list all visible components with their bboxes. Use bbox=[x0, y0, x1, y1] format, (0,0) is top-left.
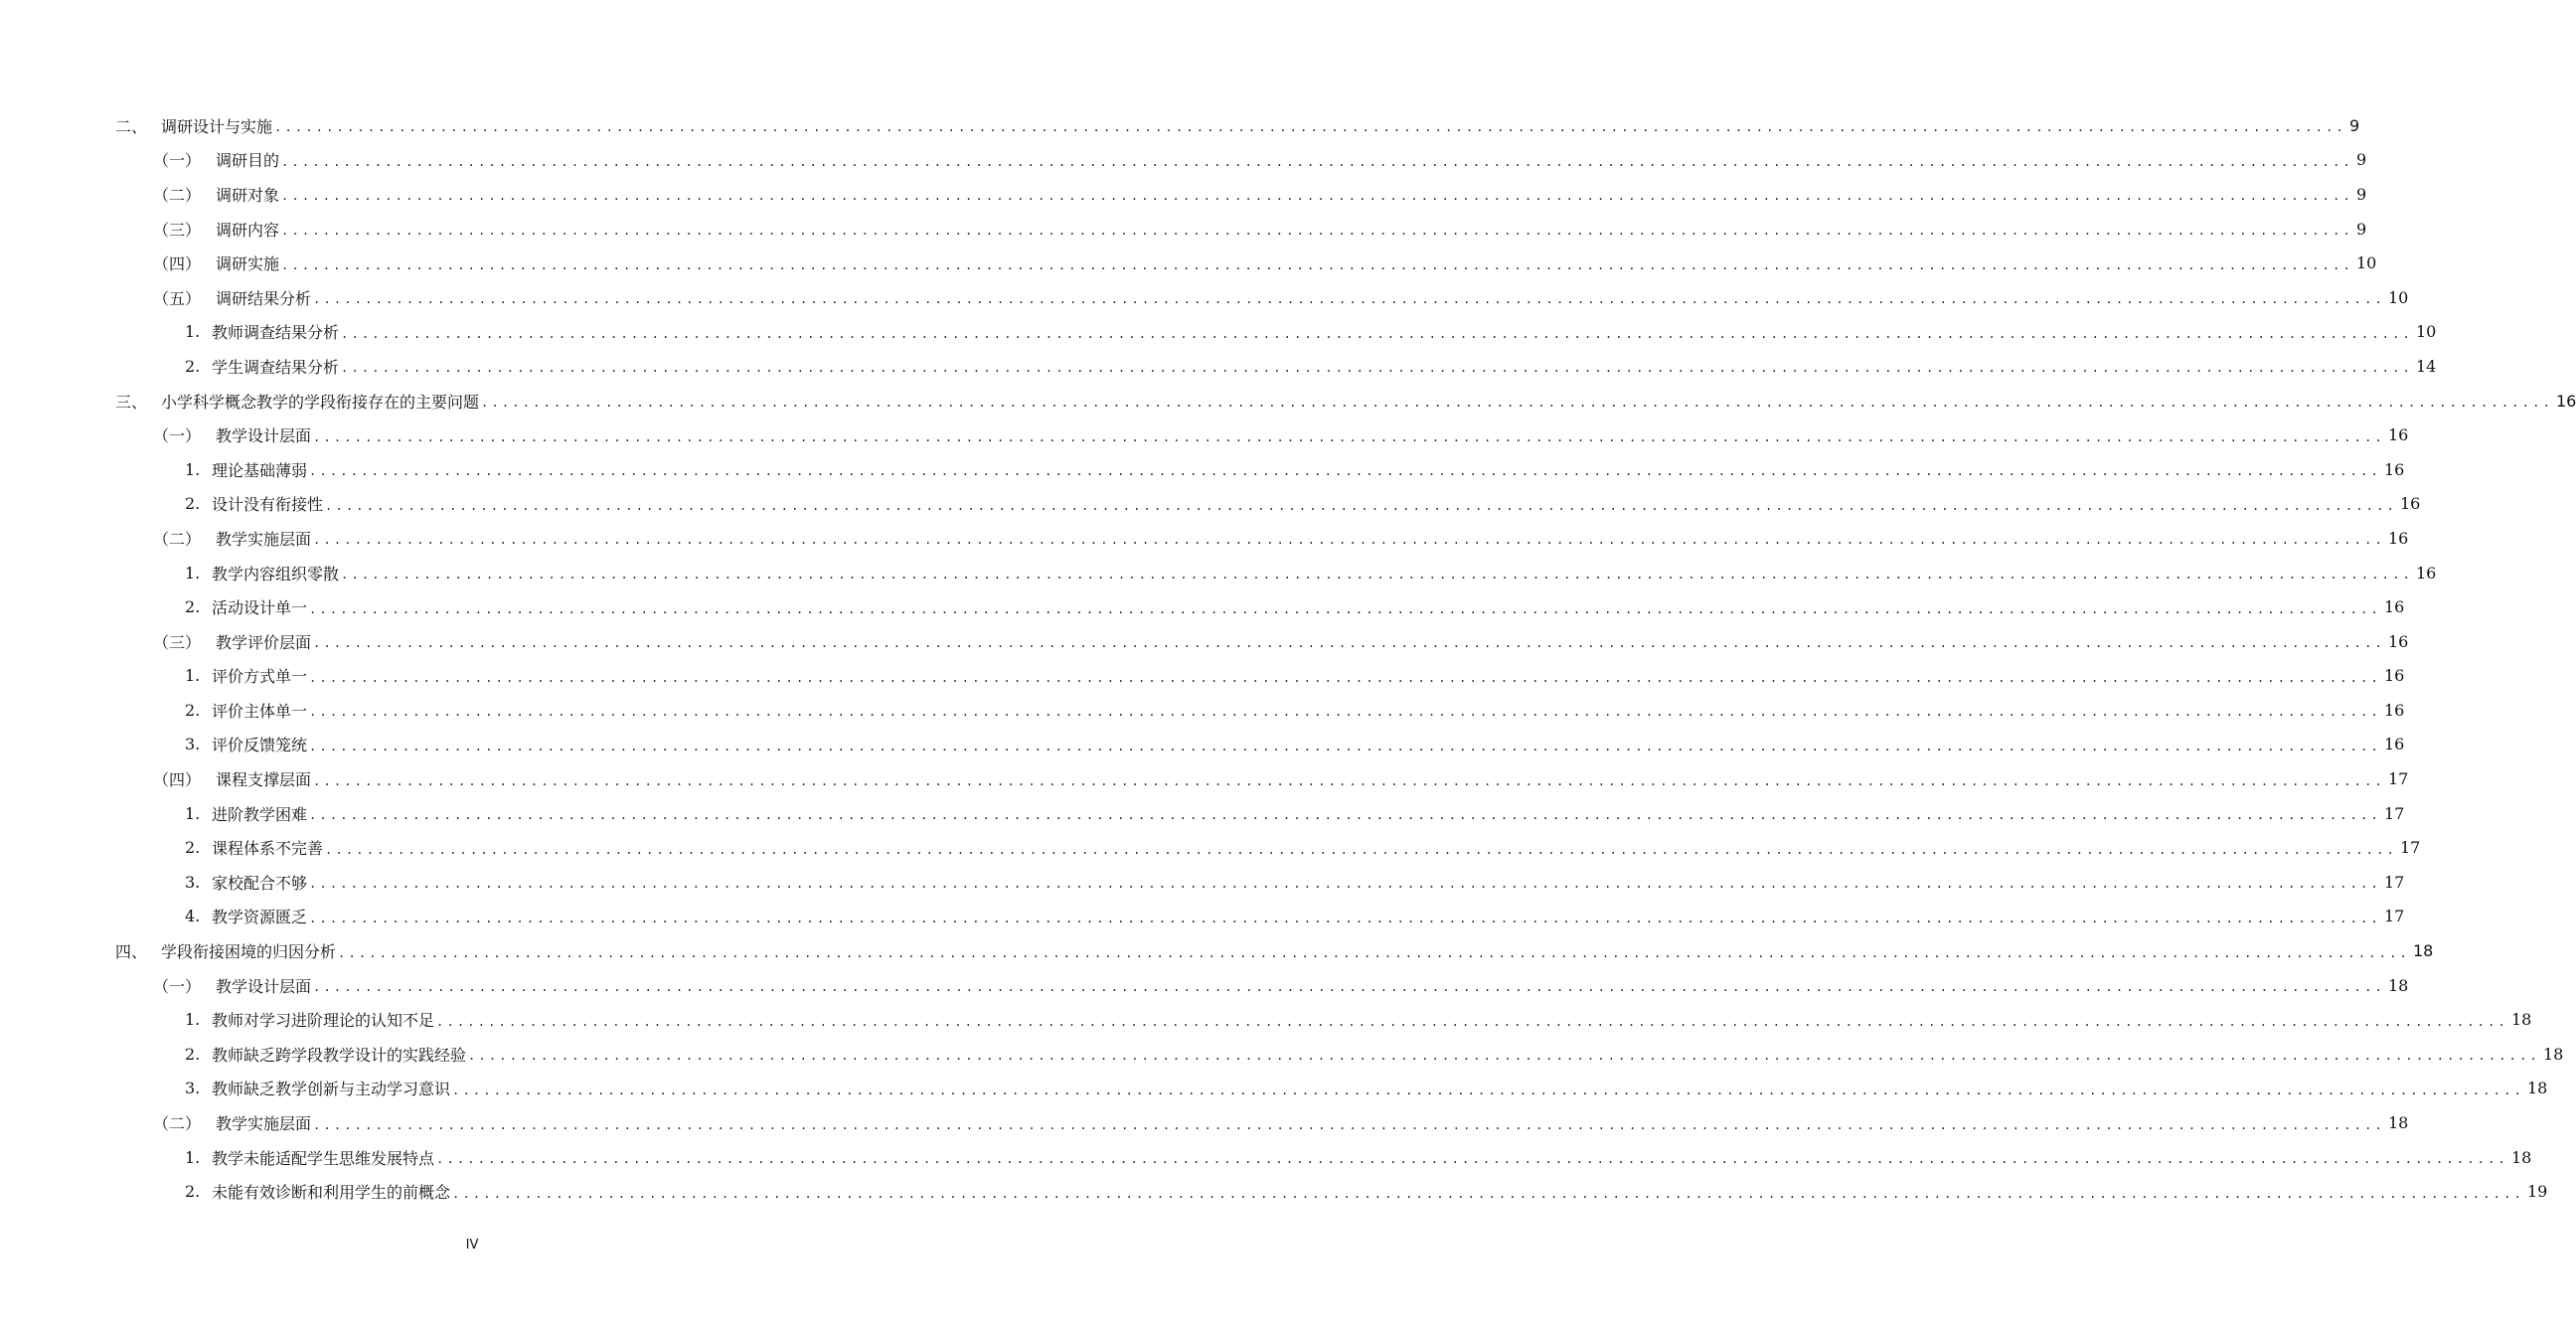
toc-entry-page: 18 bbox=[2542, 1044, 2564, 1064]
toc-entry-page: 9 bbox=[2355, 219, 2367, 239]
toc-dot-leader: ........................................................................................................................................................................................................ bbox=[436, 1014, 2508, 1029]
toc-dot-leader: ........................................................................................................................................................................................................ bbox=[309, 705, 2381, 720]
toc-entry-number: 1. bbox=[185, 1010, 201, 1030]
toc-entry-page: 16 bbox=[2383, 666, 2405, 686]
toc-entry-number: 3. bbox=[185, 735, 201, 754]
toc-entry-title: 教师缺乏教学创新与主动学习意识 bbox=[212, 1080, 451, 1099]
toc-entry-title: 教学设计层面 bbox=[216, 976, 312, 996]
toc-entry-title: 评价反馈笼统 bbox=[212, 736, 308, 755]
toc-dot-leader: ........................................................................................................................................................................................................ bbox=[481, 396, 2553, 411]
toc-entry[interactable] bbox=[0, 212, 2367, 247]
toc-entry[interactable] bbox=[0, 1105, 2409, 1140]
toc-entry[interactable] bbox=[0, 143, 2367, 178]
toc-entry[interactable] bbox=[0, 246, 2377, 280]
toc-entry-page: 9 bbox=[2355, 184, 2367, 204]
toc-entry-page: 10 bbox=[2415, 322, 2437, 342]
toc-entry[interactable] bbox=[0, 1002, 2532, 1037]
toc-entry-title: 教学实施层面 bbox=[216, 1114, 312, 1134]
toc-entry-title: 教师缺乏跨学段教学设计的实践经验 bbox=[212, 1045, 467, 1065]
toc-entry[interactable] bbox=[0, 349, 2437, 384]
toc-entry-page: 18 bbox=[2387, 1113, 2409, 1133]
toc-dot-leader: ........................................................................................................................................................................................................ bbox=[313, 636, 2385, 651]
toc-entry[interactable] bbox=[0, 1037, 2564, 1072]
toc-entry-number: 四、 bbox=[115, 942, 148, 962]
toc-dot-leader: ........................................................................................................................................................................................................ bbox=[281, 189, 2353, 204]
toc-entry-page: 17 bbox=[2383, 872, 2405, 892]
toc-entry-page: 17 bbox=[2383, 803, 2405, 823]
toc-dot-leader: ........................................................................................................................................................................................................ bbox=[313, 533, 2385, 548]
toc-dot-leader: ........................................................................................................................................................................................................ bbox=[452, 1186, 2524, 1201]
toc-entry[interactable] bbox=[0, 177, 2367, 212]
toc-entry-number: （一） bbox=[153, 151, 202, 171]
toc-entry-number: （二） bbox=[153, 1114, 202, 1134]
toc-entry[interactable] bbox=[0, 384, 2576, 418]
toc-entry[interactable] bbox=[0, 280, 2409, 315]
toc-dot-leader: ........................................................................................................................................................................................................ bbox=[309, 739, 2381, 753]
toc-entry-number: （四） bbox=[153, 770, 202, 790]
toc-entry[interactable] bbox=[0, 452, 2405, 487]
toc-entry[interactable] bbox=[0, 1174, 2548, 1209]
toc-entry[interactable] bbox=[0, 589, 2405, 624]
toc-entry-title: 教师对学习进阶理论的认知不足 bbox=[212, 1011, 435, 1031]
toc-entry[interactable] bbox=[0, 487, 2421, 522]
toc-entry-number: （二） bbox=[153, 529, 202, 549]
toc-entry-number: 2. bbox=[185, 1182, 201, 1202]
toc-dot-leader: ........................................................................................................................................................................................................ bbox=[341, 326, 2413, 341]
toc-entry-title: 学段衔接困境的归因分析 bbox=[161, 942, 337, 962]
toc-entry-page: 17 bbox=[2383, 907, 2405, 926]
toc-dot-leader: ........................................................................................................................................................................................................ bbox=[341, 361, 2413, 376]
toc-entry-page: 18 bbox=[2510, 1010, 2532, 1030]
toc-entry-number: 三、 bbox=[115, 392, 148, 412]
toc-dot-leader: ........................................................................................................................................................................................................ bbox=[309, 877, 2381, 892]
toc-entry-number: 1. bbox=[185, 1147, 201, 1167]
toc-entry-title: 教师调查结果分析 bbox=[212, 323, 340, 343]
toc-entry-page: 18 bbox=[2387, 975, 2409, 995]
toc-entry-number: （二） bbox=[153, 185, 202, 205]
toc-entry-title: 评价方式单一 bbox=[212, 667, 308, 687]
toc-entry-number: 1. bbox=[185, 322, 201, 342]
toc-entry-title: 调研设计与实施 bbox=[161, 116, 273, 136]
toc-dot-leader: ........................................................................................................................................................................................................ bbox=[313, 773, 2385, 788]
toc-entry[interactable] bbox=[0, 1140, 2532, 1175]
toc-dot-leader: ........................................................................................................................................................................................................ bbox=[325, 842, 2397, 857]
toc-entry-title: 课程体系不完善 bbox=[212, 839, 324, 859]
toc-entry-title: 未能有效诊断和利用学生的前概念 bbox=[212, 1183, 451, 1203]
toc-entry[interactable] bbox=[0, 693, 2405, 728]
toc-entry-title: 调研实施 bbox=[216, 254, 280, 274]
toc-entry-page: 16 bbox=[2383, 597, 2405, 617]
toc-entry-number: 1. bbox=[185, 459, 201, 479]
toc-entry-page: 9 bbox=[2355, 150, 2367, 170]
toc-entry-number: 4. bbox=[185, 907, 201, 926]
toc-entry-page: 16 bbox=[2555, 391, 2576, 411]
toc-entry-page: 16 bbox=[2399, 494, 2421, 514]
toc-dot-leader: ........................................................................................................................................................................................................ bbox=[309, 911, 2381, 925]
toc-entry-page: 14 bbox=[2415, 356, 2437, 376]
table-of-contents bbox=[0, 108, 2576, 1209]
toc-entry-number: （四） bbox=[153, 254, 202, 274]
toc-dot-leader: ........................................................................................................................................................................................................ bbox=[274, 120, 2346, 135]
page-number-footer: IV bbox=[465, 1238, 479, 1252]
toc-entry-title: 教学资源匮乏 bbox=[212, 908, 308, 927]
toc-dot-leader: ........................................................................................................................................................................................................ bbox=[452, 1083, 2524, 1097]
toc-entry-title: 进阶教学困难 bbox=[212, 804, 308, 824]
toc-entry-number: 2. bbox=[185, 356, 201, 376]
toc-entry-page: 10 bbox=[2355, 253, 2377, 273]
toc-entry[interactable] bbox=[0, 418, 2409, 452]
toc-entry-number: （三） bbox=[153, 632, 202, 652]
toc-entry[interactable] bbox=[0, 521, 2409, 556]
toc-entry-page: 16 bbox=[2387, 528, 2409, 548]
toc-entry-title: 学生调查结果分析 bbox=[212, 357, 340, 377]
toc-entry-number: 二、 bbox=[115, 116, 148, 136]
toc-entry-page: 19 bbox=[2526, 1182, 2548, 1202]
toc-entry-number: 2. bbox=[185, 700, 201, 720]
toc-entry-title: 小学科学概念教学的学段衔接存在的主要问题 bbox=[161, 392, 480, 412]
toc-entry-page: 16 bbox=[2383, 735, 2405, 754]
toc-entry-page: 10 bbox=[2387, 287, 2409, 307]
toc-entry-page: 16 bbox=[2383, 700, 2405, 720]
toc-entry-title: 调研目的 bbox=[216, 151, 280, 171]
toc-entry[interactable] bbox=[0, 968, 2409, 1003]
toc-entry[interactable] bbox=[0, 108, 2360, 143]
toc-entry-page: 16 bbox=[2415, 563, 2437, 583]
toc-entry-page: 16 bbox=[2387, 631, 2409, 651]
toc-entry-title: 调研内容 bbox=[216, 220, 280, 240]
toc-dot-leader: ........................................................................................................................................................................................................ bbox=[325, 498, 2397, 513]
toc-entry[interactable] bbox=[0, 728, 2405, 762]
toc-entry-number: （五） bbox=[153, 288, 202, 308]
toc-entry-title: 调研结果分析 bbox=[216, 288, 312, 308]
toc-dot-leader: ........................................................................................................................................................................................................ bbox=[313, 1117, 2385, 1132]
toc-dot-leader: ........................................................................................................................................................................................................ bbox=[341, 568, 2413, 583]
toc-entry-title: 教学未能适配学生思维发展特点 bbox=[212, 1148, 435, 1168]
toc-dot-leader: ........................................................................................................................................................................................................ bbox=[436, 1152, 2508, 1167]
toc-dot-leader: ........................................................................................................................................................................................................ bbox=[468, 1049, 2540, 1064]
toc-dot-leader: ........................................................................................................................................................................................................ bbox=[309, 670, 2381, 685]
toc-entry[interactable] bbox=[0, 624, 2409, 659]
toc-entry-title: 家校配合不够 bbox=[212, 873, 308, 893]
toc-entry[interactable] bbox=[0, 1072, 2548, 1106]
toc-entry-number: （一） bbox=[153, 426, 202, 446]
toc-entry-number: 1. bbox=[185, 666, 201, 686]
toc-entry-page: 18 bbox=[2412, 941, 2434, 961]
toc-entry[interactable] bbox=[0, 556, 2437, 590]
toc-entry-title: 教学设计层面 bbox=[216, 426, 312, 446]
toc-dot-leader: ........................................................................................................................................................................................................ bbox=[281, 224, 2353, 239]
toc-entry-page: 17 bbox=[2399, 838, 2421, 858]
toc-entry[interactable] bbox=[0, 761, 2409, 796]
toc-entry-page: 18 bbox=[2526, 1079, 2548, 1098]
toc-entry[interactable] bbox=[0, 865, 2405, 900]
toc-entry-title: 调研对象 bbox=[216, 185, 280, 205]
toc-entry[interactable] bbox=[0, 830, 2421, 865]
toc-dot-leader: ........................................................................................................................................................................................................ bbox=[313, 980, 2385, 995]
toc-entry-number: 2. bbox=[185, 597, 201, 617]
toc-entry-title: 理论基础薄弱 bbox=[212, 460, 308, 480]
toc-entry-number: 2. bbox=[185, 494, 201, 514]
toc-dot-leader: ........................................................................................................................................................................................................ bbox=[281, 154, 2353, 169]
toc-dot-leader: ........................................................................................................................................................................................................ bbox=[309, 464, 2381, 479]
toc-dot-leader: ........................................................................................................................................................................................................ bbox=[338, 945, 2410, 960]
toc-entry-number: （一） bbox=[153, 976, 202, 996]
toc-entry-number: 3. bbox=[185, 872, 201, 892]
toc-entry-page: 16 bbox=[2387, 425, 2409, 445]
toc-entry[interactable] bbox=[0, 933, 2434, 968]
toc-entry-page: 18 bbox=[2510, 1147, 2532, 1167]
toc-entry[interactable] bbox=[0, 315, 2437, 350]
toc-entry[interactable] bbox=[0, 796, 2405, 831]
toc-entry[interactable] bbox=[0, 659, 2405, 694]
toc-dot-leader: ........................................................................................................................................................................................................ bbox=[313, 292, 2385, 307]
toc-entry-title: 教学内容组织零散 bbox=[212, 564, 340, 584]
toc-entry-title: 课程支撑层面 bbox=[216, 770, 312, 790]
toc-entry-number: 1. bbox=[185, 563, 201, 583]
toc-entry-title: 活动设计单一 bbox=[212, 598, 308, 618]
toc-entry-title: 教学实施层面 bbox=[216, 529, 312, 549]
toc-entry-page: 16 bbox=[2383, 459, 2405, 479]
toc-dot-leader: ........................................................................................................................................................................................................ bbox=[281, 257, 2353, 272]
toc-dot-leader: ........................................................................................................................................................................................................ bbox=[313, 429, 2385, 444]
toc-entry-page: 17 bbox=[2387, 769, 2409, 789]
toc-entry-title: 设计没有衔接性 bbox=[212, 495, 324, 515]
toc-entry-number: （三） bbox=[153, 220, 202, 240]
toc-entry-number: 2. bbox=[185, 838, 201, 858]
toc-entry-number: 1. bbox=[185, 803, 201, 823]
toc-entry-number: 3. bbox=[185, 1079, 201, 1098]
toc-entry-number: 2. bbox=[185, 1044, 201, 1064]
toc-dot-leader: ........................................................................................................................................................................................................ bbox=[309, 601, 2381, 616]
toc-entry[interactable] bbox=[0, 900, 2405, 934]
toc-dot-leader: ........................................................................................................................................................................................................ bbox=[309, 808, 2381, 823]
toc-entry-title: 教学评价层面 bbox=[216, 632, 312, 652]
toc-entry-title: 评价主体单一 bbox=[212, 701, 308, 721]
toc-entry-page: 9 bbox=[2348, 115, 2360, 135]
